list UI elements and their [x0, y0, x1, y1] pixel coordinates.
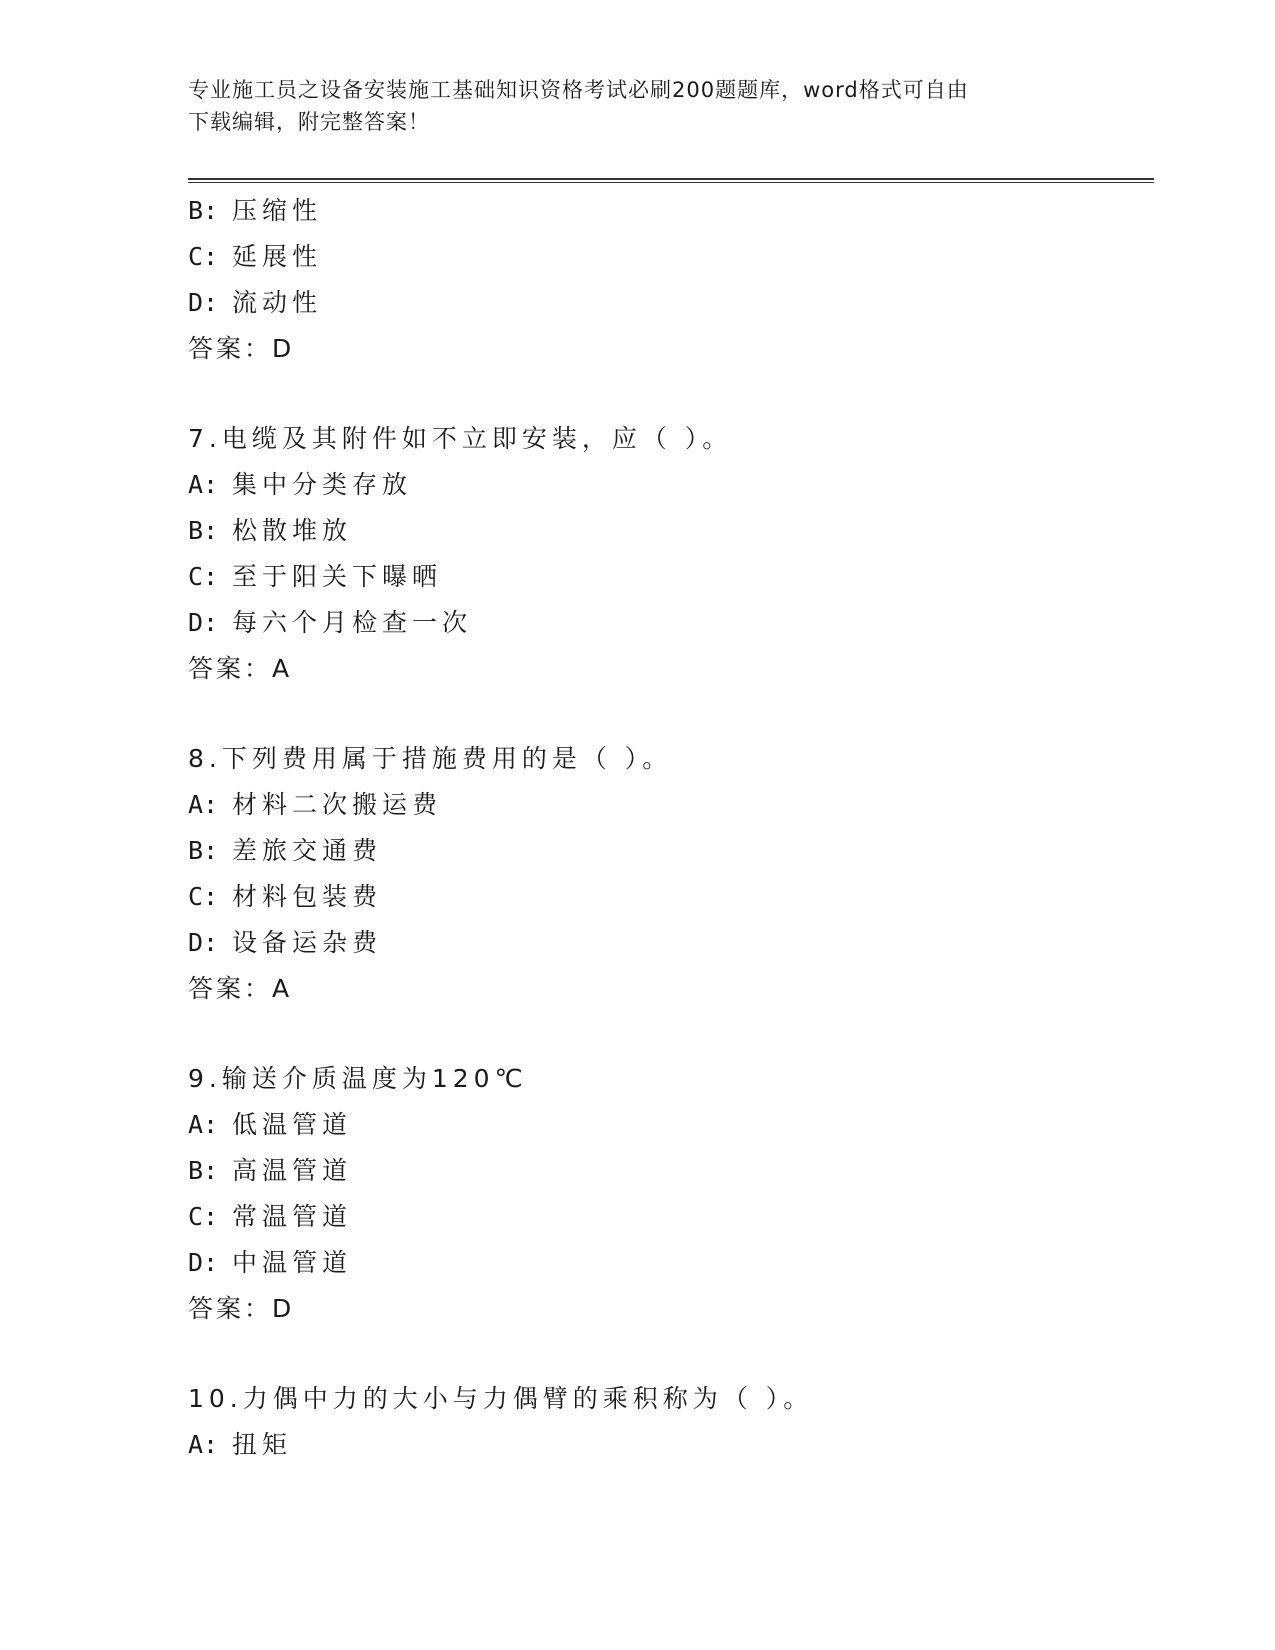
- header-line-2: 下载编辑，附完整答案！: [188, 110, 430, 134]
- question-block: [188, 736, 1148, 1056]
- option-text: 压缩性: [232, 196, 323, 225]
- option-key: B:: [188, 516, 219, 545]
- option-key: D:: [188, 928, 219, 957]
- option-key: C:: [188, 1202, 219, 1231]
- header-rule-bottom: [188, 182, 1154, 183]
- option-line: [188, 188, 1148, 234]
- option-text: 每六个月检查一次: [232, 608, 473, 637]
- question-block: [188, 1056, 1148, 1376]
- option-line: [188, 1240, 1148, 1286]
- option-text: 集中分类存放: [232, 470, 413, 499]
- option-line: [188, 920, 1148, 966]
- option-key: A:: [188, 470, 219, 499]
- option-line: [188, 280, 1148, 326]
- option-text: 材料二次搬运费: [232, 790, 443, 819]
- option-line: [188, 554, 1148, 600]
- option-line: [188, 508, 1148, 554]
- option-text: 中温管道: [232, 1248, 353, 1277]
- header-rule-top: [188, 178, 1154, 180]
- option-key: A:: [188, 790, 219, 819]
- block-spacer: [188, 1012, 1148, 1056]
- block-spacer: [188, 372, 1148, 416]
- option-line: [188, 462, 1148, 508]
- question-list: [188, 188, 1148, 1468]
- answer-line: 答案：D: [188, 334, 295, 363]
- option-key: D:: [188, 608, 219, 637]
- option-text: 低温管道: [232, 1110, 353, 1139]
- option-line: [188, 782, 1148, 828]
- option-text: 设备运杂费: [232, 928, 383, 957]
- option-text: 高温管道: [232, 1156, 353, 1185]
- option-key: A:: [188, 1110, 219, 1139]
- option-key: C:: [188, 882, 219, 911]
- answer-line: 答案：D: [188, 1294, 295, 1323]
- option-key: D:: [188, 288, 219, 317]
- option-line: [188, 234, 1148, 280]
- question-block: [188, 1376, 1148, 1468]
- document-header: [188, 74, 1088, 138]
- block-spacer: [188, 692, 1148, 736]
- option-line: [188, 874, 1148, 920]
- option-text: 常温管道: [232, 1202, 353, 1231]
- answer-line: 答案：A: [188, 654, 293, 683]
- option-text: 松散堆放: [232, 516, 353, 545]
- option-line: [188, 828, 1148, 874]
- option-text: 差旅交通费: [232, 836, 383, 865]
- answer-line: 答案：A: [188, 974, 293, 1003]
- option-key: C:: [188, 242, 219, 271]
- option-text: 至于阳关下曝晒: [232, 562, 443, 591]
- option-line: [188, 1194, 1148, 1240]
- option-line: [188, 1422, 1148, 1468]
- option-key: C:: [188, 562, 219, 591]
- option-key: B:: [188, 196, 219, 225]
- option-line: [188, 1148, 1148, 1194]
- question-block: [188, 188, 1148, 416]
- option-text: 流动性: [232, 288, 323, 317]
- option-text: 扭矩: [232, 1430, 293, 1459]
- block-spacer: [188, 1332, 1148, 1376]
- question-text: 8.下列费用属于措施费用的是（ ）。: [188, 744, 673, 773]
- option-key: B:: [188, 1156, 219, 1185]
- option-key: D:: [188, 1248, 219, 1277]
- header-line-1: 专业施工员之设备安装施工基础知识资格考试必刷200题题库，word格式可自由: [188, 78, 969, 102]
- option-line: [188, 600, 1148, 646]
- option-text: 材料包装费: [232, 882, 383, 911]
- option-text: 延展性: [232, 242, 323, 271]
- question-text: 7.电缆及其附件如不立即安装，应（ ）。: [188, 424, 733, 453]
- question-text: 10.力偶中力的大小与力偶臂的乘积称为（ ）。: [188, 1384, 814, 1413]
- option-key: B:: [188, 836, 219, 865]
- option-key: A:: [188, 1430, 219, 1459]
- option-line: [188, 1102, 1148, 1148]
- question-text: 9.输送介质温度为120℃: [188, 1064, 528, 1093]
- question-block: [188, 416, 1148, 736]
